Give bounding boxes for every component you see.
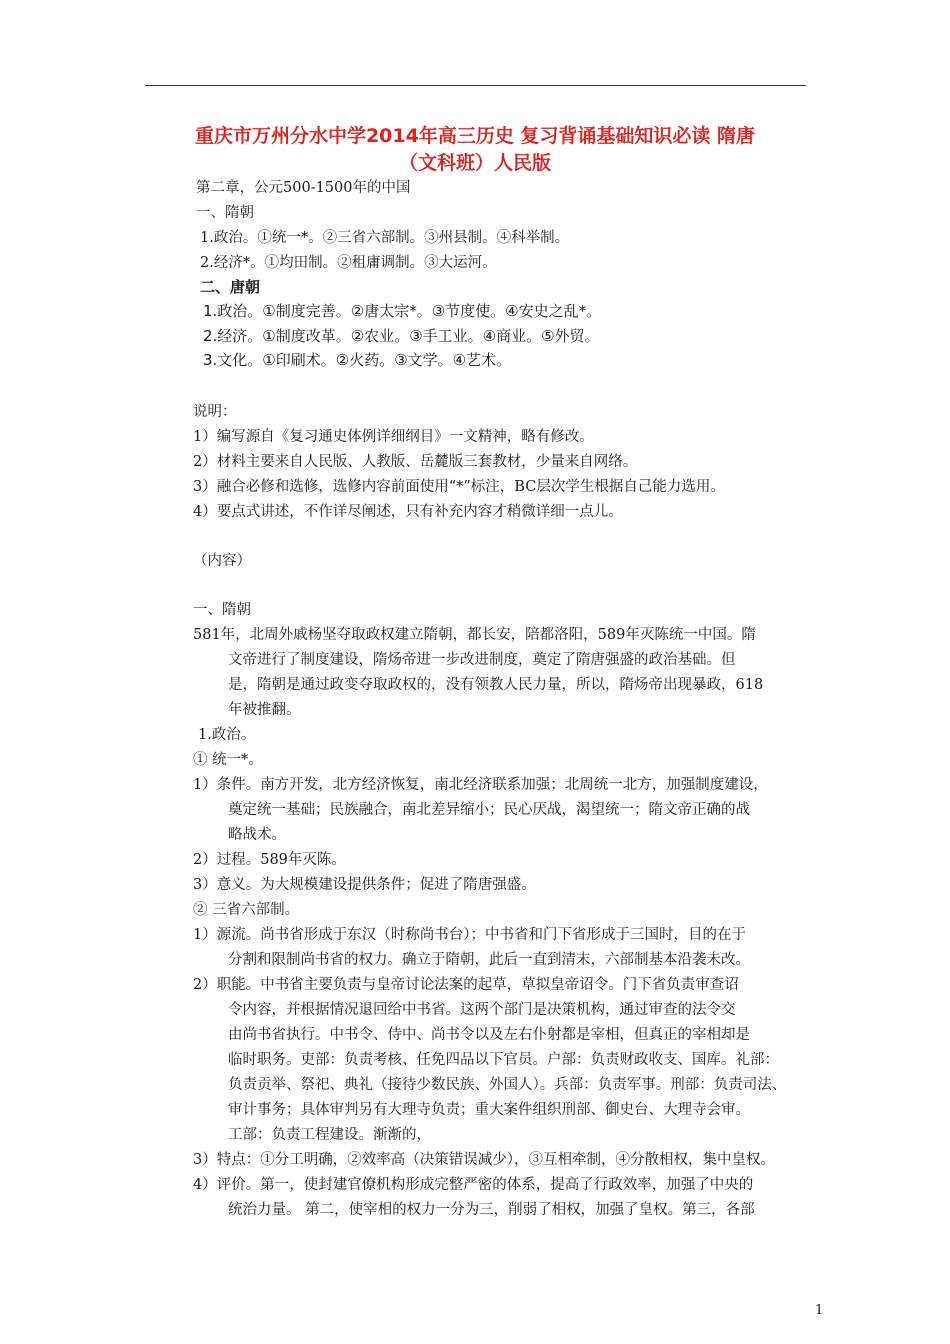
paragraph-line: 奠定统一基础；民族融合，南北差异缩小；民心厌战，渴望统一；隋文帝正确的战 <box>228 802 750 818</box>
note-item: 1）编写源自《复习通史体例详细纲目》一文精神，略有修改。 <box>193 429 594 445</box>
outline-sui-item: 2.经济*。①均田制。②租庸调制。③大运河。 <box>200 255 497 271</box>
header-rule <box>145 85 806 86</box>
paragraph-line: 3）意义。为大规模建设提供条件；促进了隋唐强盛。 <box>193 877 536 893</box>
paragraph-line: 1）源流。尚书省形成于东汉（时称尚书台）；中书省和门下省形成于三国时，目的在于 <box>193 927 746 943</box>
paragraph-line: 临时职务。吏部：负责考核、任免四品以下官员。户部：负责财政收支、国库。礼部： <box>228 1052 779 1068</box>
paragraph-line: 负责贡举、祭祀、典礼（接待少数民族、外国人）。兵部：负责军事。刑部：负责司法、 <box>228 1077 787 1093</box>
outline-sui-heading: 一、隋朝 <box>196 205 254 221</box>
note-item: 3）融合必修和选修，选修内容前面使用“*”标注，BC层次学生根据自己能力选用。 <box>193 479 725 495</box>
subsection-unify: ① 统一*。 <box>193 752 263 768</box>
outline-tang-heading: 二、唐朝 <box>200 278 261 296</box>
paragraph-line: 统治力量。 第二，使宰相的权力一分为三，削弱了相权，加强了皇权。第三，各部 <box>228 1202 755 1218</box>
paragraph-line: 是，隋朝是通过政变夺取政权的，没有领教人民力量，所以，隋炀帝出现暴政，618 <box>228 677 764 693</box>
note-item: 2）材料主要来自人民版、人教版、岳麓版三套教材，少量来自网络。 <box>193 454 638 470</box>
paragraph-line: 略战术。 <box>228 827 286 843</box>
paragraph-line: 1）条件。南方开发，北方经济恢复，南北经济联系加强；北周统一北方，加强制度建设， <box>193 777 768 793</box>
note-item: 4）要点式讲述，不作详尽阐述，只有补充内容才稍微详细一点儿。 <box>193 504 623 520</box>
paragraph-line: 581年，北周外戚杨坚夺取政权建立隋朝，都长安，陪都洛阳，589年灭陈统一中国。隋 <box>193 627 756 643</box>
chapter-heading: 第二章，公元500-1500年的中国 <box>196 180 411 196</box>
paragraph-line: 令内容，并根据情况退回给中书省。这两个部门是决策机构，通过审查的法令交 <box>228 1002 736 1018</box>
paragraph-line: 审计事务；具体审判另有大理寺负责；重大案件组织刑部、御史台、大理寺会审。 <box>228 1102 750 1118</box>
notes-heading: 说明： <box>193 404 237 420</box>
paragraph-line: 2）职能。中书省主要负责与皇帝讨论法案的起草，草拟皇帝诏令。门下省负责审查诏 <box>193 977 739 993</box>
outline-tang-item: 2.经济。①制度改革。②农业。③手工业。④商业。⑤外贸。 <box>203 327 600 345</box>
paragraph-line: 分割和限制尚书省的权力。确立于隋朝，此后一直到清末，六部制基本沿袭未改。 <box>228 952 750 968</box>
paragraph-line: 由尚书省执行。中书令、侍中、尚书令以及左右仆射都是宰相，但真正的宰相却是 <box>228 1027 750 1043</box>
section-politics: 1.政治。 <box>198 727 256 743</box>
paragraph-line: 4）评价。第一，使封建官僚机构形成完整严密的体系，提高了行政效率，加强了中央的 <box>193 1177 754 1193</box>
content-label: （内容） <box>193 553 251 569</box>
paragraph-line: 2）过程。589年灭陈。 <box>193 852 346 868</box>
outline-sui-item: 1.政治。①统一*。②三省六部制。③州县制。④科举制。 <box>200 230 570 246</box>
document-title-line-1: 重庆市万州分水中学2014年高三历史 复习背诵基础知识必读 隋唐 <box>194 125 756 147</box>
paragraph-line: 3）特点：①分工明确，②效率高（决策错误减少），③互相牵制，④分散相权，集中皇权。 <box>193 1152 775 1168</box>
outline-tang-item: 1.政治。①制度完善。②唐太宗*。③节度使。④安史之乱*。 <box>203 302 602 320</box>
page-number: 1 <box>815 1303 824 1318</box>
outline-tang-item: 3.文化。①印刷术。②火药。③文学。④艺术。 <box>203 351 512 369</box>
paragraph-line: 文帝进行了制度建设，隋炀帝进一步改进制度，奠定了隋唐强盛的政治基础。但 <box>228 652 736 668</box>
content-sui-heading: 一、隋朝 <box>193 602 251 618</box>
paragraph-line: 工部：负责工程建设。渐渐的， <box>228 1127 431 1143</box>
document-title-line-2: （文科班）人民版 <box>398 152 551 174</box>
paragraph-line: 年被推翻。 <box>228 702 301 718</box>
subsection-three-six: ② 三省六部制。 <box>193 902 300 918</box>
